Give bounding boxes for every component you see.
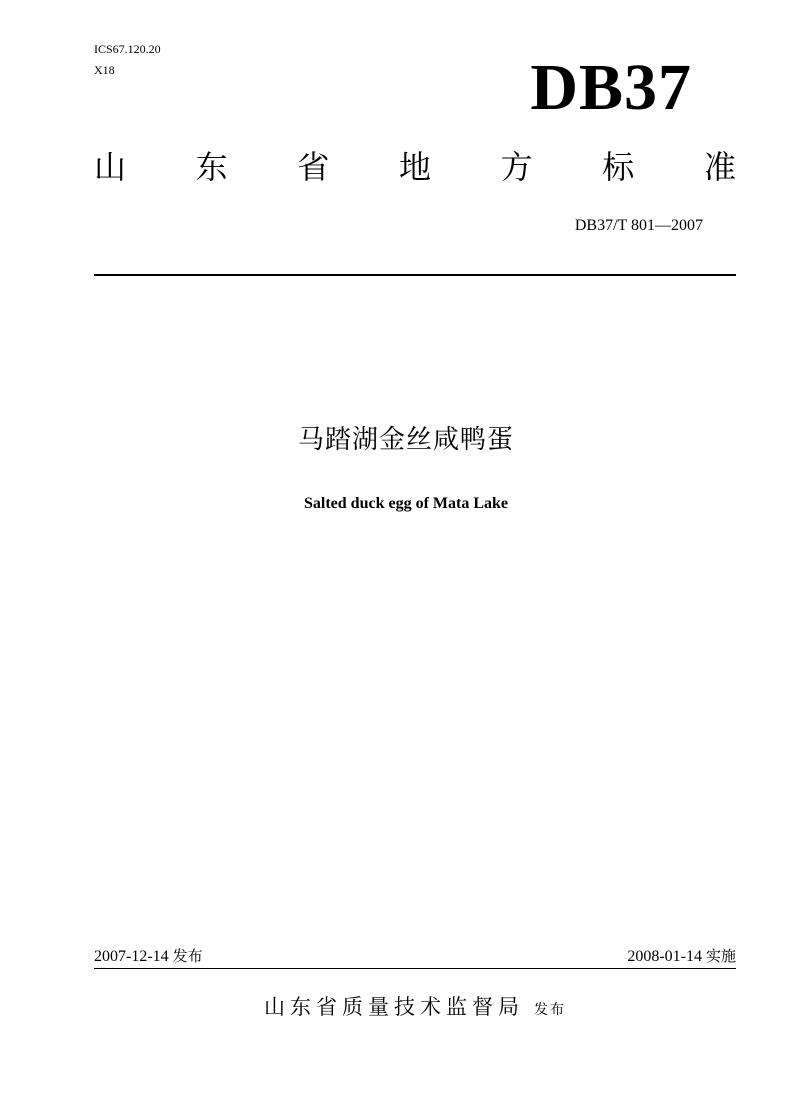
document-title-english: Salted duck egg of Mata Lake <box>304 495 508 512</box>
publisher-action: 发布 <box>534 1002 566 1018</box>
top-divider <box>94 274 736 276</box>
publisher-line <box>0 992 792 1025</box>
bottom-divider <box>94 968 736 969</box>
standard-type-title <box>94 145 736 189</box>
issue-date <box>94 946 203 967</box>
implementation-label: 实施 <box>705 947 736 965</box>
standard-title-char: 方 <box>500 148 533 186</box>
standard-title-char: 准 <box>703 148 736 186</box>
implementation-date-value: 2008-01-14 <box>627 948 702 965</box>
standard-title-char: 地 <box>398 148 431 186</box>
classification-code: X18 <box>94 63 115 77</box>
standard-number: DB37/T 801—2007 <box>574 217 703 234</box>
issue-date-value: 2007-12-14 <box>94 948 169 965</box>
implementation-date <box>627 946 736 967</box>
document-title-chinese: 马踏湖金丝咸鸭蛋 <box>297 425 514 455</box>
publisher-org: 山东省质量技术监督局 <box>264 995 524 1019</box>
standard-title-char: 标 <box>602 148 635 186</box>
db-mark: DB37 <box>530 51 692 124</box>
standard-title-char: 东 <box>195 148 228 186</box>
standard-title-char: 山 <box>94 148 127 186</box>
ics-code: ICS67.120.20 <box>94 42 161 56</box>
standard-title-char: 省 <box>297 148 330 186</box>
issue-label: 发布 <box>172 947 203 965</box>
